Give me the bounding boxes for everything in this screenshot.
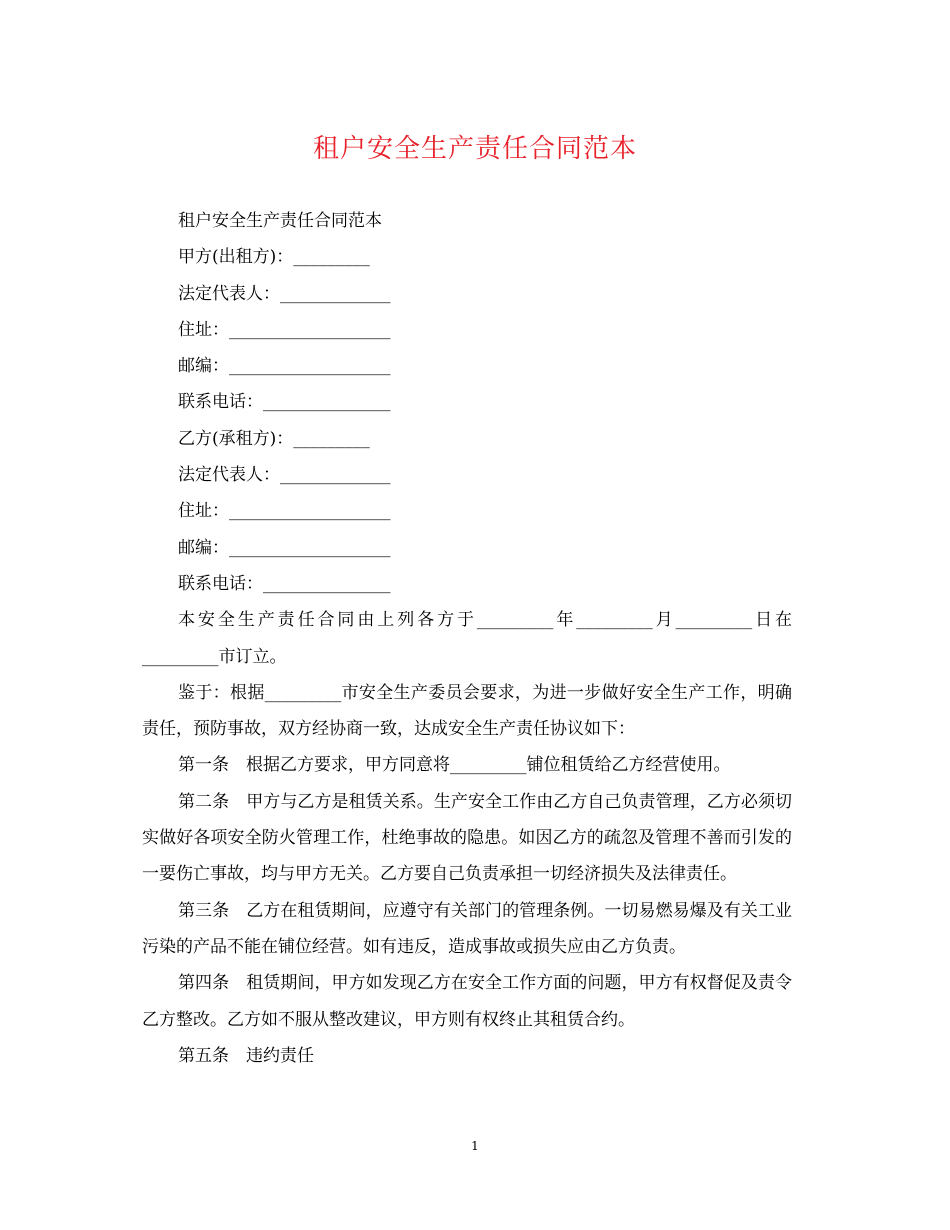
- paragraph: 鉴于：根据_________市安全生产委员会要求，为进一步做好安全生产工作，明确责任，预防事故，双方经协商一致，达成安全生产责任协议如下：: [142, 682, 792, 740]
- document-body: [142, 203, 792, 1074]
- paragraph: 邮编：___________________: [178, 537, 391, 558]
- paragraph: 联系电话：_______________: [178, 573, 391, 594]
- paragraph: 第一条 根据乙方要求，甲方同意将_________铺位租赁给乙方经营使用。: [178, 755, 731, 776]
- paragraph: 第五条 违约责任: [178, 1045, 314, 1066]
- paragraph: 第二条 甲方与乙方是租赁关系。生产安全工作由乙方自己负责管理，乙方必须切实做好各项安全防火管理工作，杜绝事故的隐患。如因乙方的疏忽及管理不善而引发的一要伤亡事故，均与甲方无关。乙方要自己负责承担一切经济损失及法律责任。: [142, 791, 792, 885]
- paragraph: 租户安全生产责任合同范本: [178, 211, 382, 231]
- paragraph: 法定代表人：_____________: [178, 465, 391, 486]
- paragraph: 第四条 租赁期间，甲方如发现乙方在安全工作方面的问题，甲方有权督促及责令乙方整改。乙方如不服从整改建议，甲方则有权终止其租赁合约。: [142, 973, 792, 1030]
- paragraph: 甲方(出租方)：_________: [178, 247, 370, 268]
- paragraph: 第三条 乙方在租赁期间，应遵守有关部门的管理条例。一切易燃易爆及有关工业污染的产品不能在铺位经营。如有违反，造成事故或损失应由乙方负责。: [142, 900, 792, 957]
- paragraph: 法定代表人：_____________: [178, 283, 391, 304]
- paragraph: 住址：___________________: [178, 501, 391, 522]
- paragraph: 本安全生产责任合同由上列各方于_________年_________月_________日在_________市订立。: [142, 610, 792, 667]
- page-number: 1: [471, 1139, 479, 1153]
- paragraph: 住址：___________________: [178, 319, 391, 340]
- document-title: 租户安全生产责任合同范本: [312, 134, 637, 164]
- paragraph: 乙方(承租方)：_________: [178, 428, 370, 449]
- paragraph: 联系电话：_______________: [178, 392, 391, 413]
- paragraph: 邮编：___________________: [178, 356, 391, 377]
